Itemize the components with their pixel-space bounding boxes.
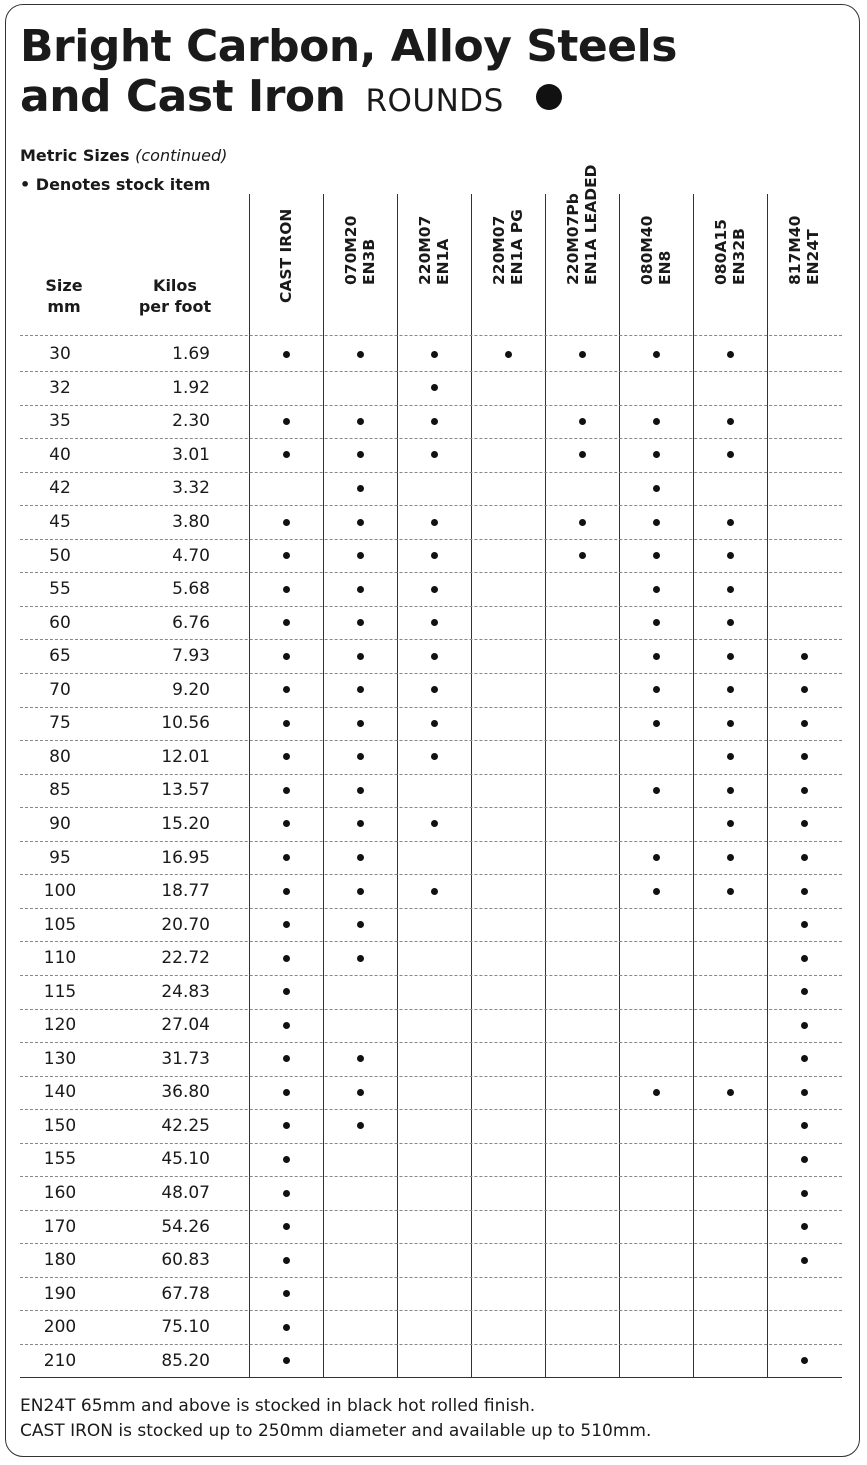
row-divider — [20, 774, 842, 775]
stock-dot — [283, 1324, 290, 1331]
stock-dot — [357, 519, 364, 526]
stock-dot — [431, 753, 438, 760]
kilos-value: 27.04 — [161, 1015, 210, 1036]
grade-header — [471, 196, 545, 321]
stock-dot — [653, 485, 660, 492]
row-divider — [20, 673, 842, 674]
size-value: 155 — [43, 1149, 77, 1170]
title-subtitle: ROUNDS — [365, 83, 504, 119]
size-value: 200 — [43, 1317, 77, 1338]
stock-dot — [431, 686, 438, 693]
stock-dot — [727, 854, 734, 861]
kilos-value: 2.30 — [172, 411, 210, 432]
row-divider — [20, 975, 842, 976]
grade-en: EN1A — [434, 238, 452, 285]
kilos-value: 9.20 — [172, 679, 210, 700]
stock-dot — [727, 1089, 734, 1096]
kilos-value: 3.01 — [172, 444, 210, 465]
row-divider — [20, 572, 842, 573]
stock-dot — [357, 921, 364, 928]
row-divider — [20, 1042, 842, 1043]
stock-dot — [801, 1022, 808, 1029]
metric-label: Metric Sizes — [20, 146, 130, 165]
stock-dot — [357, 888, 364, 895]
row-divider — [20, 1210, 842, 1211]
stock-dot — [283, 1357, 290, 1364]
stock-dot — [357, 753, 364, 760]
stock-dot — [357, 586, 364, 593]
stock-dot — [357, 418, 364, 425]
size-value: 90 — [49, 813, 71, 834]
stock-dot — [283, 720, 290, 727]
row-divider — [20, 1310, 842, 1311]
size-value: 95 — [49, 847, 71, 868]
grade-en: EN1A LEADED — [582, 164, 600, 285]
row-divider — [20, 539, 842, 540]
stock-dot — [801, 1122, 808, 1129]
grade-header — [397, 196, 471, 321]
stock-dot — [801, 1156, 808, 1163]
kilos-value: 54.26 — [161, 1216, 210, 1237]
stock-dot — [357, 451, 364, 458]
size-value: 30 — [49, 344, 71, 365]
stock-dot — [801, 988, 808, 995]
grade-code: 220M07Pb — [564, 193, 582, 285]
row-divider — [20, 472, 842, 473]
grade-label — [564, 164, 600, 285]
stock-dot — [801, 686, 808, 693]
row-divider — [20, 1344, 842, 1345]
row-divider — [20, 1143, 842, 1144]
size-value: 115 — [43, 981, 77, 1002]
stock-dot — [431, 619, 438, 626]
size-value: 45 — [49, 512, 71, 533]
row-divider — [20, 874, 842, 875]
stock-dot — [283, 1290, 290, 1297]
kilos-value: 16.95 — [161, 847, 210, 868]
size-value: 150 — [43, 1115, 77, 1136]
stock-dot — [357, 686, 364, 693]
grade-label — [416, 216, 452, 285]
kilos-value: 75.10 — [161, 1317, 210, 1338]
kilos-value: 22.72 — [161, 948, 210, 969]
stock-dot — [357, 653, 364, 660]
stock-dot — [653, 451, 660, 458]
stock-dot — [357, 619, 364, 626]
stock-dot — [283, 519, 290, 526]
stock-dot — [801, 955, 808, 962]
size-value: 55 — [49, 579, 71, 600]
grade-en: EN3B — [360, 238, 378, 285]
stock-dot — [431, 418, 438, 425]
stock-legend: • Denotes stock item — [20, 175, 211, 194]
stock-dot — [283, 1089, 290, 1096]
size-value: 190 — [43, 1283, 77, 1304]
stock-dot — [653, 1089, 660, 1096]
stock-dot — [357, 1089, 364, 1096]
title-line-2: and Cast Iron — [20, 71, 346, 122]
grade-header — [249, 196, 323, 321]
kilos-value: 3.80 — [172, 512, 210, 533]
stock-dot — [283, 418, 290, 425]
size-value: 65 — [49, 646, 71, 667]
stock-dot — [283, 552, 290, 559]
stock-dot — [283, 1223, 290, 1230]
kilos-value: 5.68 — [172, 579, 210, 600]
stock-dot — [727, 686, 734, 693]
stock-dot — [727, 720, 734, 727]
stock-dot — [653, 653, 660, 660]
kilos-value: 60.83 — [161, 1250, 210, 1271]
kilos-value: 12.01 — [161, 746, 210, 767]
size-value: 80 — [49, 746, 71, 767]
kilos-value: 4.70 — [172, 545, 210, 566]
stock-dot — [653, 854, 660, 861]
footnote-1: EN24T 65mm and above is stocked in black hot rolled finish. — [20, 1396, 536, 1416]
row-divider — [20, 941, 842, 942]
row-divider — [20, 606, 842, 607]
grade-label — [342, 216, 378, 285]
stock-dot — [727, 451, 734, 458]
row-divider — [20, 841, 842, 842]
kilos-value: 1.92 — [172, 377, 210, 398]
stock-dot — [801, 1223, 808, 1230]
stock-dot — [579, 552, 586, 559]
stock-dot — [727, 753, 734, 760]
stock-dot — [727, 418, 734, 425]
stock-dot — [283, 1122, 290, 1129]
grade-label — [490, 209, 526, 285]
grade-code: 817M40 — [786, 215, 804, 285]
stock-dot — [283, 653, 290, 660]
kilos-value: 6.76 — [172, 612, 210, 633]
size-value: 40 — [49, 444, 71, 465]
kilos-value: 10.56 — [161, 713, 210, 734]
kilos-value: 20.70 — [161, 914, 210, 935]
size-value: 120 — [43, 1015, 77, 1036]
row-divider — [20, 1277, 842, 1278]
row-divider — [20, 1109, 842, 1110]
size-value: 110 — [43, 948, 77, 969]
stock-dot — [283, 619, 290, 626]
stock-dot — [357, 1122, 364, 1129]
grade-code: 070M20 — [342, 215, 360, 285]
stock-dot — [283, 1022, 290, 1029]
row-divider — [20, 807, 842, 808]
stock-dot — [431, 552, 438, 559]
stock-dot — [357, 351, 364, 358]
stock-dot — [653, 351, 660, 358]
row-divider — [20, 1076, 842, 1077]
grade-label — [277, 209, 295, 303]
stock-dot — [579, 519, 586, 526]
stock-dot — [579, 418, 586, 425]
stock-dot — [727, 619, 734, 626]
kilos-value: 48.07 — [161, 1183, 210, 1204]
row-divider — [20, 707, 842, 708]
stock-dot — [431, 384, 438, 391]
stock-dot — [653, 787, 660, 794]
stock-dot — [653, 720, 660, 727]
grade-code: 220M07 — [490, 215, 508, 285]
size-value: 70 — [49, 679, 71, 700]
size-value: 85 — [49, 780, 71, 801]
stock-dot — [727, 519, 734, 526]
stock-dot — [579, 351, 586, 358]
kilos-value: 45.10 — [161, 1149, 210, 1170]
grade-en: EN8 — [656, 250, 674, 285]
row-divider — [20, 740, 842, 741]
size-value: 32 — [49, 377, 71, 398]
stock-dot — [727, 351, 734, 358]
grade-en: EN32B — [730, 228, 748, 285]
stock-dot — [283, 955, 290, 962]
kilos-value: 13.57 — [161, 780, 210, 801]
stock-dot — [431, 653, 438, 660]
grade-code: 080M40 — [638, 215, 656, 285]
stock-dot — [801, 1089, 808, 1096]
stock-dot — [283, 921, 290, 928]
stock-dot — [283, 586, 290, 593]
size-value: 210 — [43, 1350, 77, 1371]
stock-dot — [801, 753, 808, 760]
stock-dot — [357, 552, 364, 559]
stock-dot — [283, 1190, 290, 1197]
stock-dot — [801, 888, 808, 895]
grade-label — [712, 219, 748, 285]
stock-dot — [283, 787, 290, 794]
stock-dot — [431, 451, 438, 458]
stock-dot — [801, 1357, 808, 1364]
stock-dot — [653, 619, 660, 626]
stock-dot — [431, 720, 438, 727]
row-divider — [20, 405, 842, 406]
stock-dot — [283, 854, 290, 861]
grade-en: EN1A PG — [508, 209, 526, 285]
size-value: 60 — [49, 612, 71, 633]
stock-dot — [283, 753, 290, 760]
row-divider — [20, 371, 842, 372]
grade-label — [638, 216, 674, 285]
row-divider — [20, 1377, 842, 1378]
size-value: 140 — [43, 1082, 77, 1103]
kilos-value: 1.69 — [172, 344, 210, 365]
stock-dot — [727, 552, 734, 559]
stock-dot — [431, 519, 438, 526]
grade-en: EN24T — [804, 229, 822, 285]
stock-dot — [801, 720, 808, 727]
stock-dot — [727, 787, 734, 794]
kilos-column-header: Kilos per foot — [138, 276, 212, 316]
stock-dot — [431, 351, 438, 358]
stock-dot — [283, 988, 290, 995]
bullet-icon — [536, 84, 562, 110]
kilos-value: 24.83 — [161, 981, 210, 1002]
kilos-value: 36.80 — [161, 1082, 210, 1103]
stock-dot — [653, 519, 660, 526]
stock-dot — [283, 351, 290, 358]
stock-dot — [357, 1055, 364, 1062]
stock-dot — [801, 921, 808, 928]
stock-dot — [727, 888, 734, 895]
stock-dot — [283, 451, 290, 458]
stock-dot — [283, 1257, 290, 1264]
stock-dot — [801, 653, 808, 660]
stock-dot — [801, 787, 808, 794]
kilos-value: 31.73 — [161, 1048, 210, 1069]
stock-dot — [653, 552, 660, 559]
stock-dot — [357, 787, 364, 794]
stock-dot — [801, 854, 808, 861]
stock-dot — [801, 1190, 808, 1197]
grade-header — [545, 164, 619, 321]
size-value: 160 — [43, 1183, 77, 1204]
metric-note: (continued) — [135, 146, 228, 165]
stock-dot — [283, 686, 290, 693]
row-divider — [20, 505, 842, 506]
stock-dot — [505, 351, 512, 358]
row-divider — [20, 438, 842, 439]
row-divider — [20, 908, 842, 909]
size-value: 105 — [43, 914, 77, 935]
stock-dot — [357, 720, 364, 727]
grade-header — [767, 196, 841, 321]
kilos-value: 15.20 — [161, 813, 210, 834]
stock-dot — [283, 1156, 290, 1163]
stock-dot — [653, 586, 660, 593]
grade-header — [619, 196, 693, 321]
size-value: 50 — [49, 545, 71, 566]
kilos-value: 67.78 — [161, 1283, 210, 1304]
stock-dot — [357, 854, 364, 861]
row-divider — [20, 1243, 842, 1244]
grade-code: CAST IRON — [277, 208, 295, 303]
stock-dot — [431, 586, 438, 593]
kilos-value: 85.20 — [161, 1350, 210, 1371]
kilos-value: 7.93 — [172, 646, 210, 667]
stock-dot — [431, 888, 438, 895]
row-divider — [20, 639, 842, 640]
stock-dot — [653, 418, 660, 425]
stock-dot — [653, 686, 660, 693]
row-divider — [20, 1176, 842, 1177]
stock-dot — [727, 653, 734, 660]
kilos-value: 42.25 — [161, 1115, 210, 1136]
metric-sizes-heading — [20, 146, 227, 165]
row-divider — [20, 1009, 842, 1010]
stock-dot — [283, 1055, 290, 1062]
grade-code: 080A15 — [712, 219, 730, 285]
stock-dot — [357, 485, 364, 492]
size-value: 75 — [49, 713, 71, 734]
grade-label — [786, 216, 822, 285]
size-value: 170 — [43, 1216, 77, 1237]
size-column-header: Size mm — [45, 276, 83, 316]
stock-dot — [727, 586, 734, 593]
stock-dot — [653, 888, 660, 895]
stock-dot — [357, 955, 364, 962]
stock-dot — [801, 1257, 808, 1264]
size-value: 100 — [43, 881, 77, 902]
size-value: 180 — [43, 1250, 77, 1271]
kilos-value: 3.32 — [172, 478, 210, 499]
footnote-2: CAST IRON is stocked up to 250mm diameter and available up to 510mm. — [20, 1421, 652, 1441]
stock-dot — [283, 888, 290, 895]
stock-dot — [579, 451, 586, 458]
grade-code: 220M07 — [416, 215, 434, 285]
page-title — [20, 22, 677, 126]
grade-header — [693, 196, 767, 321]
size-value: 42 — [49, 478, 71, 499]
size-value: 35 — [49, 411, 71, 432]
grade-header — [323, 196, 397, 321]
title-line-1: Bright Carbon, Alloy Steels — [20, 21, 677, 72]
header-divider — [20, 335, 842, 336]
kilos-value: 18.77 — [161, 881, 210, 902]
size-value: 130 — [43, 1048, 77, 1069]
stock-dot — [801, 1055, 808, 1062]
